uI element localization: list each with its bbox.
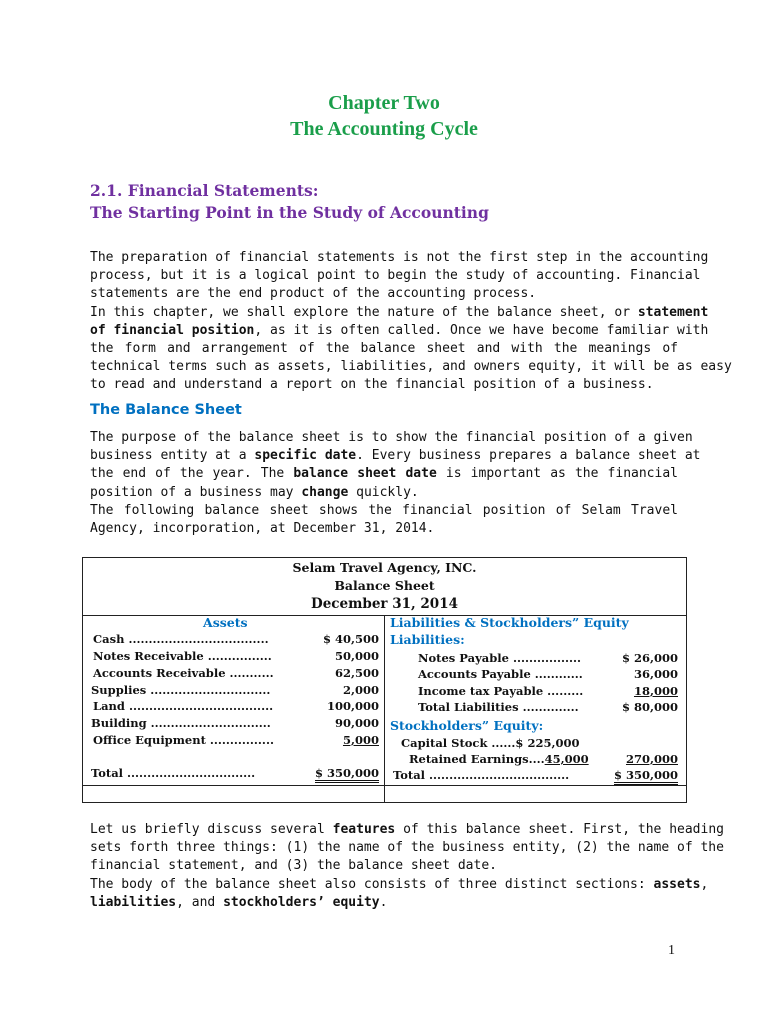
equity-total xyxy=(603,752,678,766)
bold-term: statement xyxy=(637,304,709,320)
text-line: The following balance sheet shows the financial position of Selam Travel xyxy=(90,502,678,518)
asset-value: 50,000 xyxy=(334,649,379,663)
text-span: In this chapter, we shall explore the nature of the balance sheet, or xyxy=(90,304,638,320)
liability-label: Accounts Payable ............ xyxy=(418,667,583,681)
liability-label: Total Liabilities .............. xyxy=(418,700,579,714)
asset-value: 62,500 xyxy=(334,666,379,680)
asset-label: Supplies .............................. xyxy=(91,683,271,697)
divider xyxy=(83,785,686,786)
le-total-label: Total ................................... xyxy=(393,768,570,782)
balance-sheet-heading: The Balance Sheet xyxy=(90,402,242,418)
bold-term: features xyxy=(332,822,396,837)
retained-earnings-row xyxy=(409,752,589,766)
liability-value: $ 80,000 xyxy=(621,700,678,714)
text-line xyxy=(90,322,709,340)
balance-sheet-table xyxy=(82,557,687,803)
asset-label: Land .................................... xyxy=(93,699,274,713)
text-span: . Every business prepares a balance sheet at xyxy=(356,448,701,464)
capital-stock-row: Capital Stock ......$ 225,000 xyxy=(401,736,580,750)
text-line xyxy=(90,304,709,322)
bold-term: of financial position xyxy=(90,322,255,338)
liability-label: Notes Payable ................. xyxy=(418,651,582,665)
asset-label: Accounts Receivable ........... xyxy=(93,666,274,680)
text-line xyxy=(90,447,701,465)
asset-value: 5,000 xyxy=(342,733,379,747)
asset-label: Cash ................................... xyxy=(93,632,269,646)
text-line xyxy=(90,484,678,502)
text-line: The preparation of financial statements is not the first step in the accounting xyxy=(90,250,709,265)
divider xyxy=(384,615,385,802)
text-line xyxy=(90,894,678,912)
asset-label: Office Equipment ................ xyxy=(93,733,274,747)
text-span: . xyxy=(379,894,388,910)
text-span: , xyxy=(700,876,709,892)
page-number: 1 xyxy=(668,943,675,958)
text-line: sets forth three things: (1) the name of the business entity, (2) the name of the xyxy=(90,840,724,856)
asset-label: Notes Receivable ................ xyxy=(93,649,272,663)
asset-value: 90,000 xyxy=(334,716,379,730)
assets-total-value xyxy=(305,766,379,780)
chapter-title: The Accounting Cycle xyxy=(290,118,478,140)
asset-value: $ 40,500 xyxy=(322,632,379,646)
text-line: Agency, incorporation, at December 31, 2014. xyxy=(90,520,435,536)
text-span: is important as the financial xyxy=(436,466,678,482)
bold-term: assets xyxy=(653,876,701,892)
statement-title: Balance Sheet xyxy=(334,578,435,593)
text-line xyxy=(90,876,709,894)
bold-term: balance sheet date xyxy=(293,466,437,482)
liability-label: Income tax Payable ......... xyxy=(418,684,584,698)
text-line: statements are the end product of the accounting process. xyxy=(90,286,537,302)
retained-earnings-label: Retained Earnings.... xyxy=(409,752,545,766)
text-span: , as it is often called. Once we have become familiar with xyxy=(254,322,709,338)
chapter-number: Chapter Two xyxy=(328,92,440,114)
text-line xyxy=(90,821,724,839)
asset-value: 100,000 xyxy=(326,699,379,713)
bold-term: change xyxy=(301,484,349,500)
statement-date: December 31, 2014 xyxy=(311,596,458,612)
intro-paragraph xyxy=(90,249,732,395)
liabilities-equity-heading: Liabilities & Stockholders” Equity xyxy=(390,615,629,630)
liability-value: 36,000 xyxy=(633,667,678,681)
text-line xyxy=(90,465,678,483)
equity-total-amount: 270,000 xyxy=(625,752,678,766)
assets-heading: Assets xyxy=(203,615,248,630)
closing-paragraph xyxy=(90,821,724,912)
text-line: technical terms such as assets, liabilities, and owners equity, it will be as easy xyxy=(90,359,732,375)
text-line: financial statement, and (3) the balance sheet date. xyxy=(90,858,497,874)
liability-value: $ 26,000 xyxy=(621,651,678,665)
retained-earnings-value: 45,000 xyxy=(544,752,589,766)
text-line: to read and understand a report on the financial position of a business. xyxy=(90,377,654,393)
text-span: of this balance sheet. First, the heading xyxy=(395,822,724,837)
le-total-amount: $ 350,000 xyxy=(614,768,678,785)
asset-label: Building .............................. xyxy=(91,716,271,730)
text-line: The purpose of the balance sheet is to show the financial position of a given xyxy=(90,430,693,445)
text-span: , and xyxy=(176,894,224,910)
liability-value xyxy=(603,684,678,698)
bold-term: liabilities xyxy=(90,894,177,910)
section-title: 2.1. Financial Statements: xyxy=(90,181,319,200)
liabilities-heading: Liabilities: xyxy=(390,632,465,647)
liability-amount: 18,000 xyxy=(633,684,678,698)
text-span: The body of the balance sheet also consists of three distinct sections: xyxy=(90,876,654,892)
text-span: position of a business may xyxy=(90,484,302,500)
text-span: quickly. xyxy=(348,484,419,500)
assets-total-label: Total ................................ xyxy=(91,766,256,780)
balance-sheet-paragraph xyxy=(90,429,701,538)
bold-term: stockholders’ equity xyxy=(223,894,380,910)
assets-total-amount: $ 350,000 xyxy=(315,766,379,783)
bold-term: specific date xyxy=(254,448,357,464)
company-name: Selam Travel Agency, INC. xyxy=(292,560,477,575)
text-span: business entity at a xyxy=(90,448,255,464)
asset-value: 2,000 xyxy=(342,683,379,697)
text-span: Let us briefly discuss several xyxy=(90,822,333,837)
section-subtitle: The Starting Point in the Study of Accounting xyxy=(90,203,489,222)
equity-heading: Stockholders” Equity: xyxy=(390,718,544,733)
text-line: process, but it is a logical point to begin the study of accounting. Financial xyxy=(90,268,701,284)
text-line: the form and arrangement of the balance sheet and with the meanings of xyxy=(90,340,678,356)
le-total-value xyxy=(603,768,678,782)
text-span: the end of the year. The xyxy=(90,466,294,482)
